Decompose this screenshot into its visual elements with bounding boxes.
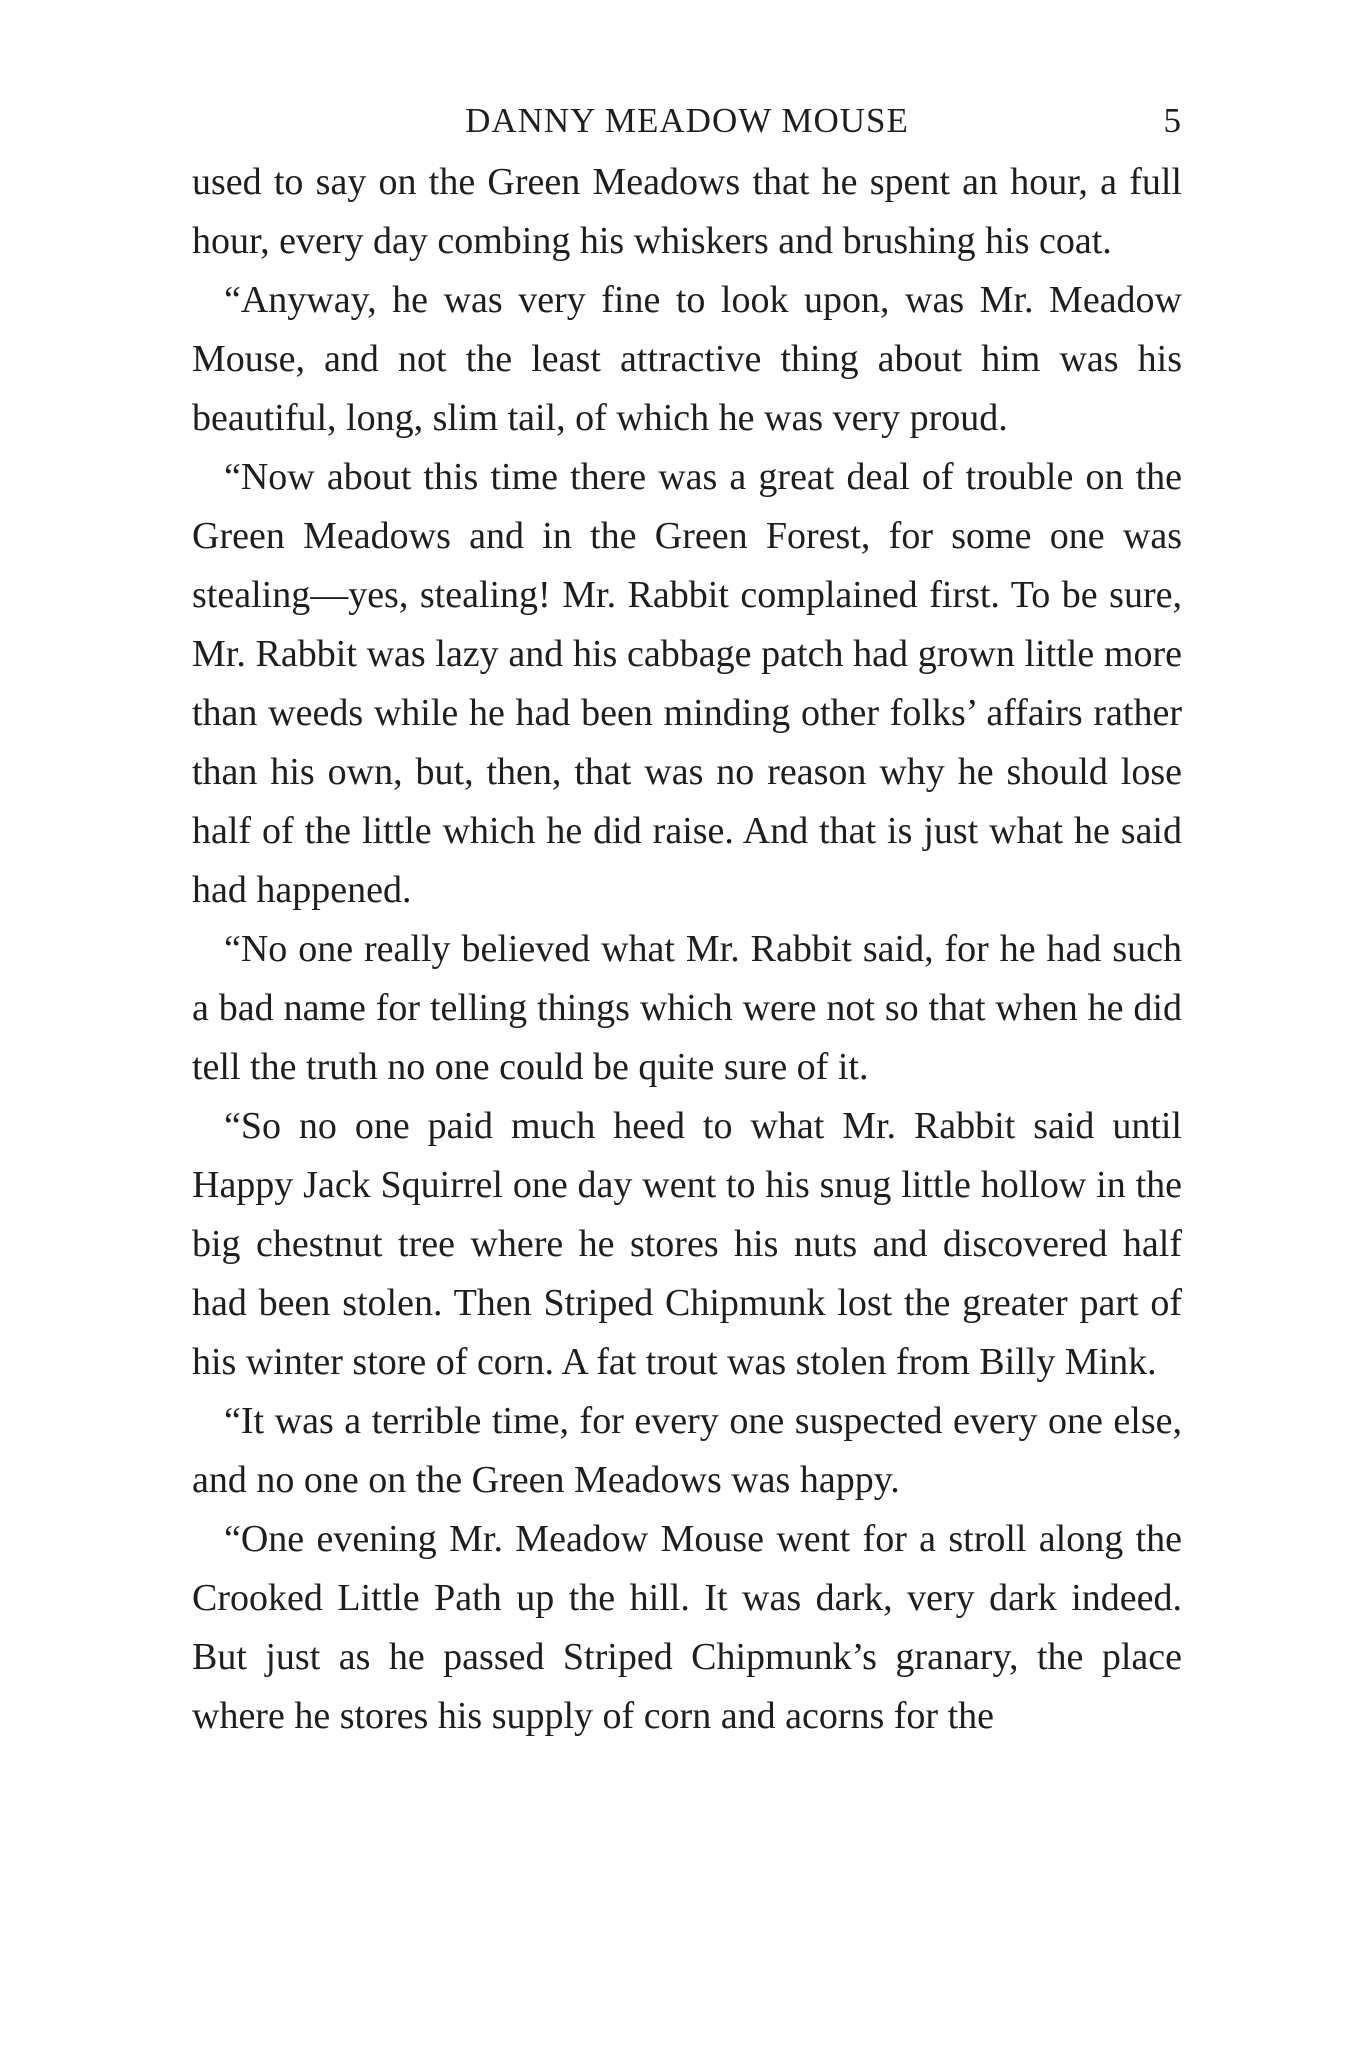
body-text <box>192 153 1182 1746</box>
paragraph: used to say on the Green Meadows that he spent an hour, a full hour, every day combing his whiskers and brushing his coat. <box>192 161 1182 262</box>
running-head <box>192 95 1182 147</box>
running-title: DANNY MEADOW MOUSE <box>465 101 909 140</box>
paragraph: “No one really believed what Mr. Rabbit said, for he had such a bad name for telling things which were not so that when he did tell the truth no one could be quite sure of it. <box>192 928 1182 1088</box>
paragraph: “It was a terrible time, for every one suspected every one else, and no one on the Green Meadows was happy. <box>192 1400 1182 1501</box>
paragraph: “Now about this time there was a great deal of trouble on the Green Meadows and in the Green Forest, for some one was stealing—yes, stealing! Mr. Rabbit complained first. To be sure, Mr. Rabbit was lazy and his cabbage patch had grown little more than weeds while he had been minding other folks’ affairs rather than his own, but, then, that was no reason why he should lose half of the little which he did raise. And that is just what he said had happened. <box>192 456 1182 911</box>
paragraph: “So no one paid much heed to what Mr. Rabbit said until Happy Jack Squirrel one day went to his snug little hollow in the big chestnut tree where he stores his nuts and discovered half had been stolen. Then Striped Chipmunk lost the greater part of his winter store of corn. A fat trout was stolen from Billy Mink. <box>192 1105 1182 1383</box>
paragraph: “One evening Mr. Meadow Mouse went for a stroll along the Crooked Little Path up the hill. It was dark, very dark indeed. But just as he passed Striped Chipmunk’s granary, the place where he stores his supply of corn and acorns for the <box>192 1518 1182 1737</box>
paragraph: “Anyway, he was very fine to look upon, was Mr. Meadow Mouse, and not the least attractive thing about him was his beautiful, long, slim tail, of which he was very proud. <box>192 279 1182 439</box>
page-number: 5 <box>1163 101 1182 140</box>
book-page <box>192 95 1182 1746</box>
